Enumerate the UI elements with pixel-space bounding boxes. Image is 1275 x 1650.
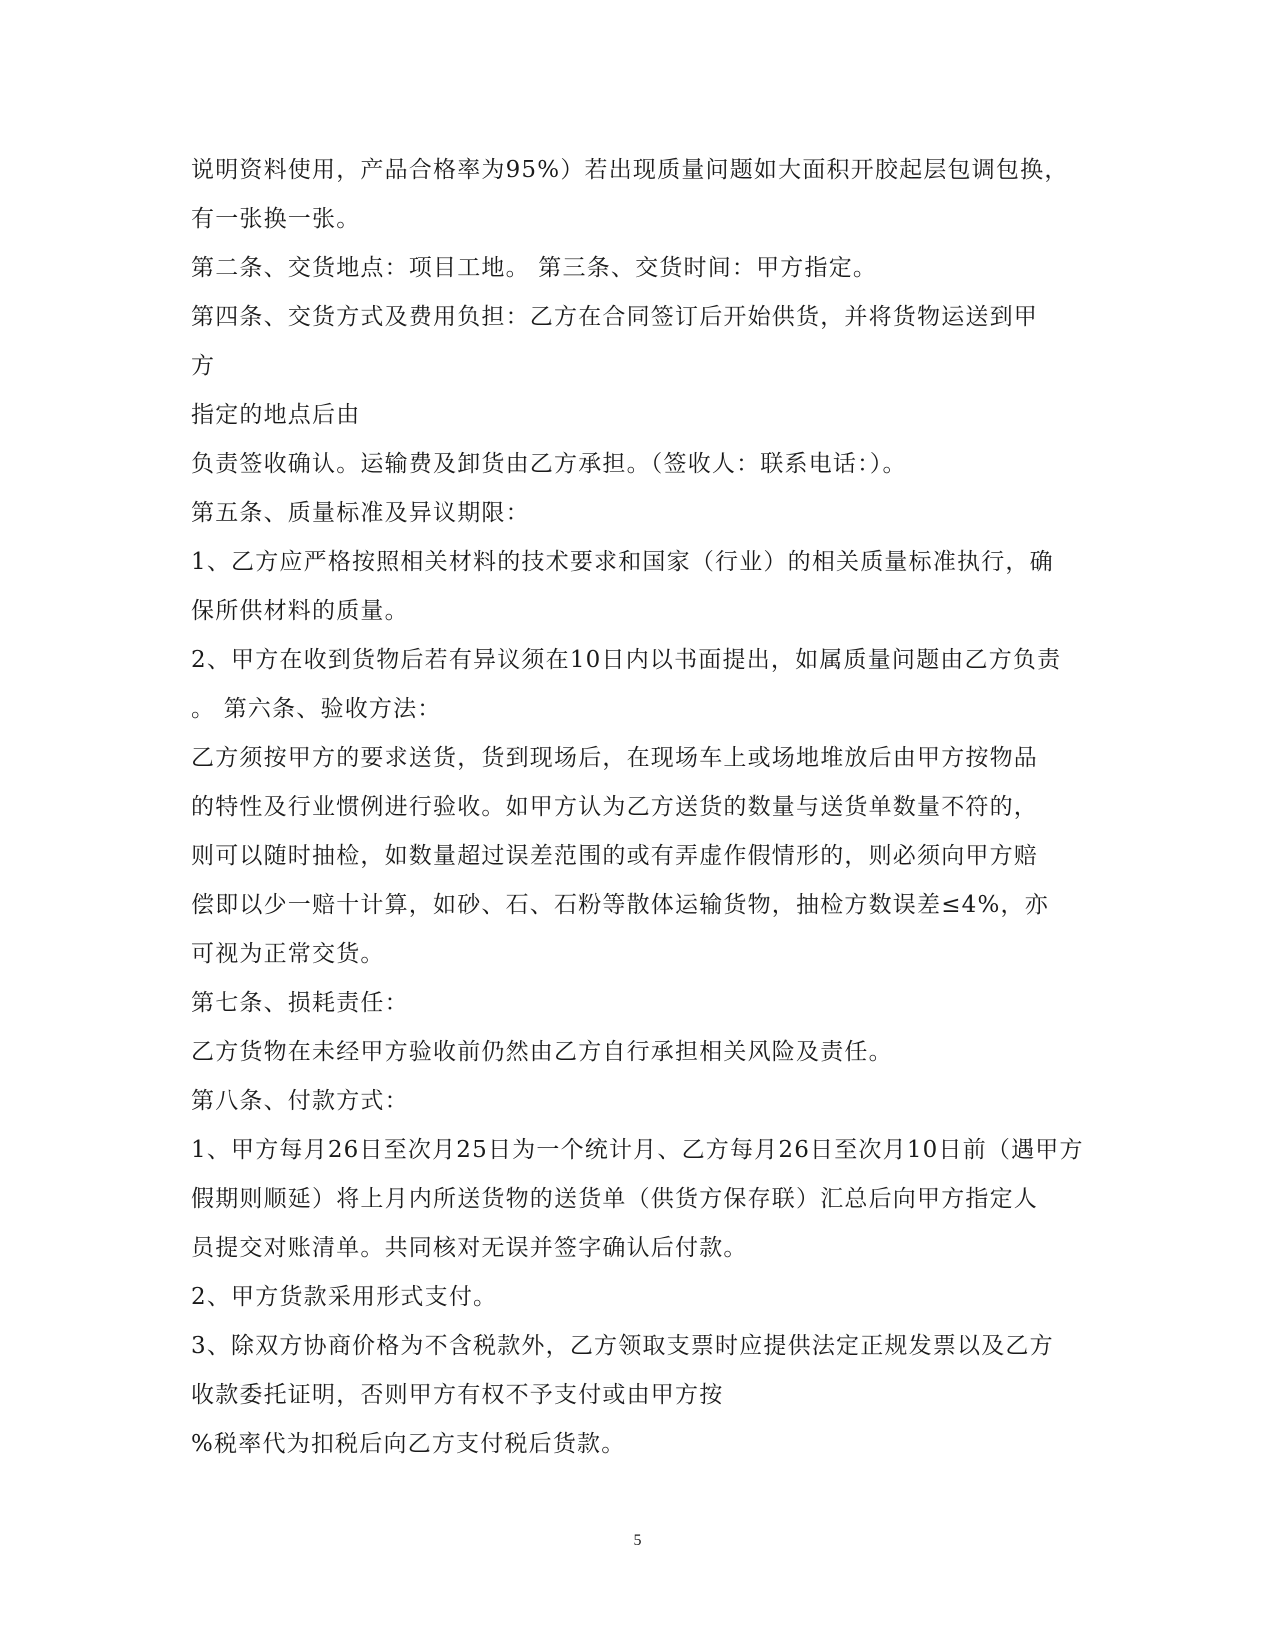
text-line: 假期则顺延）将上月内所送货物的送货单（供货方保存联）汇总后向甲方指定人: [191, 1186, 1038, 1212]
text-line: 有一张换一张。: [191, 206, 361, 232]
text-line: 第八条、付款方式：: [191, 1088, 409, 1114]
document-body: [191, 155, 1091, 1459]
text-line: 乙方须按甲方的要求送货，货到现场后，在现场车上或场地堆放后由甲方按物品: [191, 745, 1038, 771]
text-line: 则可以随时抽检，如数量超过误差范围的或有弄虚作假情形的，则必须向甲方赔: [191, 843, 1038, 869]
text-line: %税率代为扣税后向乙方支付税后货款。: [191, 1431, 626, 1457]
text-line: 指定的地点后由: [191, 402, 361, 428]
text-line: 方: [191, 353, 216, 379]
text-line: 2、甲方在收到货物后若有异议须在10日内以书面提出，如属质量问题由乙方负责: [191, 647, 1062, 673]
text-line: 1、甲方每月26日至次月25日为一个统计月、乙方每月26日至次月10日前（遇甲方: [191, 1137, 1084, 1163]
text-line: 负责签收确认。运输费及卸货由乙方承担。（签收人：联系电话：）。: [191, 451, 907, 477]
text-line: 。 第六条、验收方法：: [191, 696, 442, 722]
text-line: 偿即以少一赔十计算，如砂、石、石粉等散体运输货物，抽检方数误差≤4%，亦: [191, 892, 1049, 918]
text-line: 第七条、损耗责任：: [191, 990, 409, 1016]
text-line: 收款委托证明，否则甲方有权不予支付或由甲方按: [191, 1382, 724, 1408]
text-line: 乙方货物在未经甲方验收前仍然由乙方自行承担相关风险及责任。: [191, 1039, 893, 1065]
text-line: 3、除双方协商价格为不含税款外，乙方领取支票时应提供法定正规发票以及乙方: [191, 1333, 1054, 1359]
text-line: 第四条、交货方式及费用负担：乙方在合同签订后开始供货，并将货物运送到甲: [191, 304, 1038, 330]
text-line: 保所供材料的质量。: [191, 598, 409, 624]
text-line: 说明资料使用，产品合格率为95%）若出现质量问题如大面积开胶起层包调包换，: [191, 157, 1069, 183]
text-line: 2、甲方货款采用形式支付。: [191, 1284, 498, 1310]
text-line: 1、乙方应严格按照相关材料的技术要求和国家（行业）的相关质量标准执行，确: [191, 549, 1054, 575]
text-line: 的特性及行业惯例进行验收。如甲方认为乙方送货的数量与送货单数量不符的，: [191, 794, 1038, 820]
text-line: 可视为正常交货。: [191, 941, 385, 967]
text-line: 第二条、交货地点：项目工地。 第三条、交货时间：甲方指定。: [191, 255, 878, 281]
text-line: 员提交对账清单。共同核对无误并签字确认后付款。: [191, 1235, 748, 1261]
page-number: 5: [633, 1532, 642, 1549]
text-line: 第五条、质量标准及异议期限：: [191, 500, 530, 526]
